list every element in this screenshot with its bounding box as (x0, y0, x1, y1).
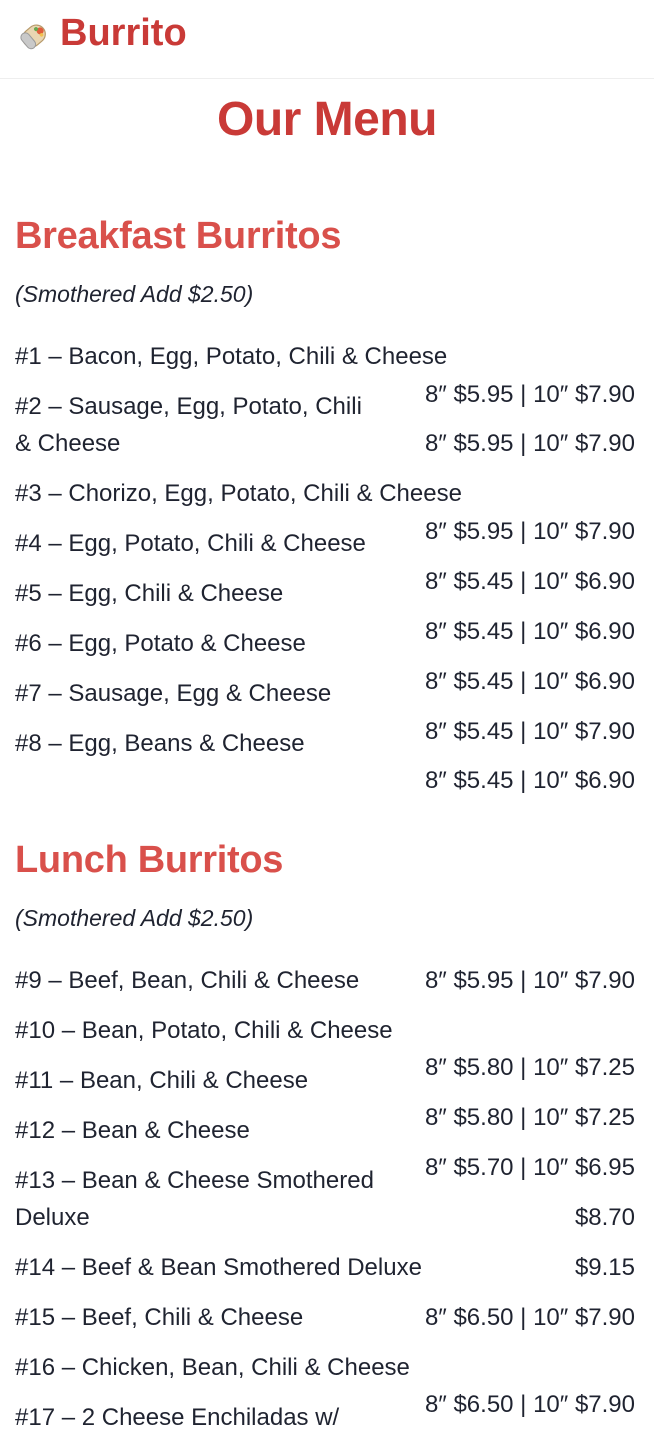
menu-item-6: #6 – Egg, Potato & Cheese (15, 630, 306, 657)
menu-item-14: #14 – Beef & Bean Smothered Deluxe (15, 1254, 422, 1281)
menu-item-3: #3 – Chorizo, Egg, Potato, Chili & Cheese (15, 480, 462, 507)
menu-price: 8″ $6.50 | 10″ $7.90 (424, 1391, 635, 1418)
menu-price: 8″ $5.95 | 10″ $7.90 (424, 967, 635, 994)
breakfast-section-title: Breakfast Burritos (15, 215, 342, 257)
menu-item-2: #2 – Sausage, Egg, Potato, Chili (15, 393, 362, 420)
site-header (0, 0, 654, 79)
lunch-smothered-note: (Smothered Add $2.50) (15, 905, 254, 931)
menu-item-16: #16 – Chicken, Bean, Chili & Cheese (15, 1354, 410, 1381)
menu-price: 8″ $5.45 | 10″ $6.90 (424, 767, 635, 794)
menu-item-11: #11 – Bean, Chili & Cheese (15, 1067, 309, 1094)
menu-price: 8″ $5.45 | 10″ $6.90 (424, 568, 635, 595)
menu-price: 8″ $5.70 | 10″ $6.95 (424, 1154, 635, 1181)
menu-price: 8″ $5.45 | 10″ $7.90 (424, 718, 635, 745)
menu-price: $9.15 (574, 1254, 635, 1281)
menu-item-12: #12 – Bean & Cheese (15, 1117, 250, 1144)
menu-price: 8″ $5.95 | 10″ $7.90 (424, 381, 635, 408)
page-title: Our Menu (217, 93, 437, 146)
menu-item-1: #1 – Bacon, Egg, Potato, Chili & Cheese (15, 343, 448, 370)
menu-price: 8″ $5.45 | 10″ $6.90 (424, 618, 635, 645)
burrito-icon[interactable] (14, 16, 54, 56)
menu-price: 8″ $5.45 | 10″ $6.90 (424, 668, 635, 695)
menu-item-9: #9 – Beef, Bean, Chili & Cheese (15, 967, 360, 994)
menu-item-8: #8 – Egg, Beans & Cheese (15, 730, 305, 757)
menu-item-15: #15 – Beef, Chili & Cheese (15, 1304, 304, 1331)
menu-item-5: #5 – Egg, Chili & Cheese (15, 580, 284, 607)
menu-item-10: #10 – Bean, Potato, Chili & Cheese (15, 1017, 393, 1044)
menu-price: 8″ $5.80 | 10″ $7.25 (424, 1054, 635, 1081)
breakfast-smothered-note: (Smothered Add $2.50) (15, 281, 254, 307)
menu-price: 8″ $6.50 | 10″ $7.90 (424, 1304, 635, 1331)
menu-item-2-continued: & Cheese (15, 430, 121, 457)
menu-price: 8″ $5.95 | 10″ $7.90 (424, 518, 635, 545)
menu-item-13: #13 – Bean & Cheese Smothered (15, 1167, 374, 1194)
menu-price: 8″ $5.80 | 10″ $7.25 (424, 1104, 635, 1131)
menu-item-13-continued: Deluxe (15, 1204, 90, 1231)
menu-item-7: #7 – Sausage, Egg & Cheese (15, 680, 332, 707)
menu-item-4: #4 – Egg, Potato, Chili & Cheese (15, 530, 366, 557)
brand-name[interactable]: Burrito (60, 12, 187, 54)
menu-price: 8″ $5.95 | 10″ $7.90 (424, 430, 635, 457)
menu-price: $8.70 (574, 1204, 635, 1231)
menu-item-17: #17 – 2 Cheese Enchiladas w/ (15, 1404, 340, 1431)
lunch-section-title: Lunch Burritos (15, 839, 284, 881)
